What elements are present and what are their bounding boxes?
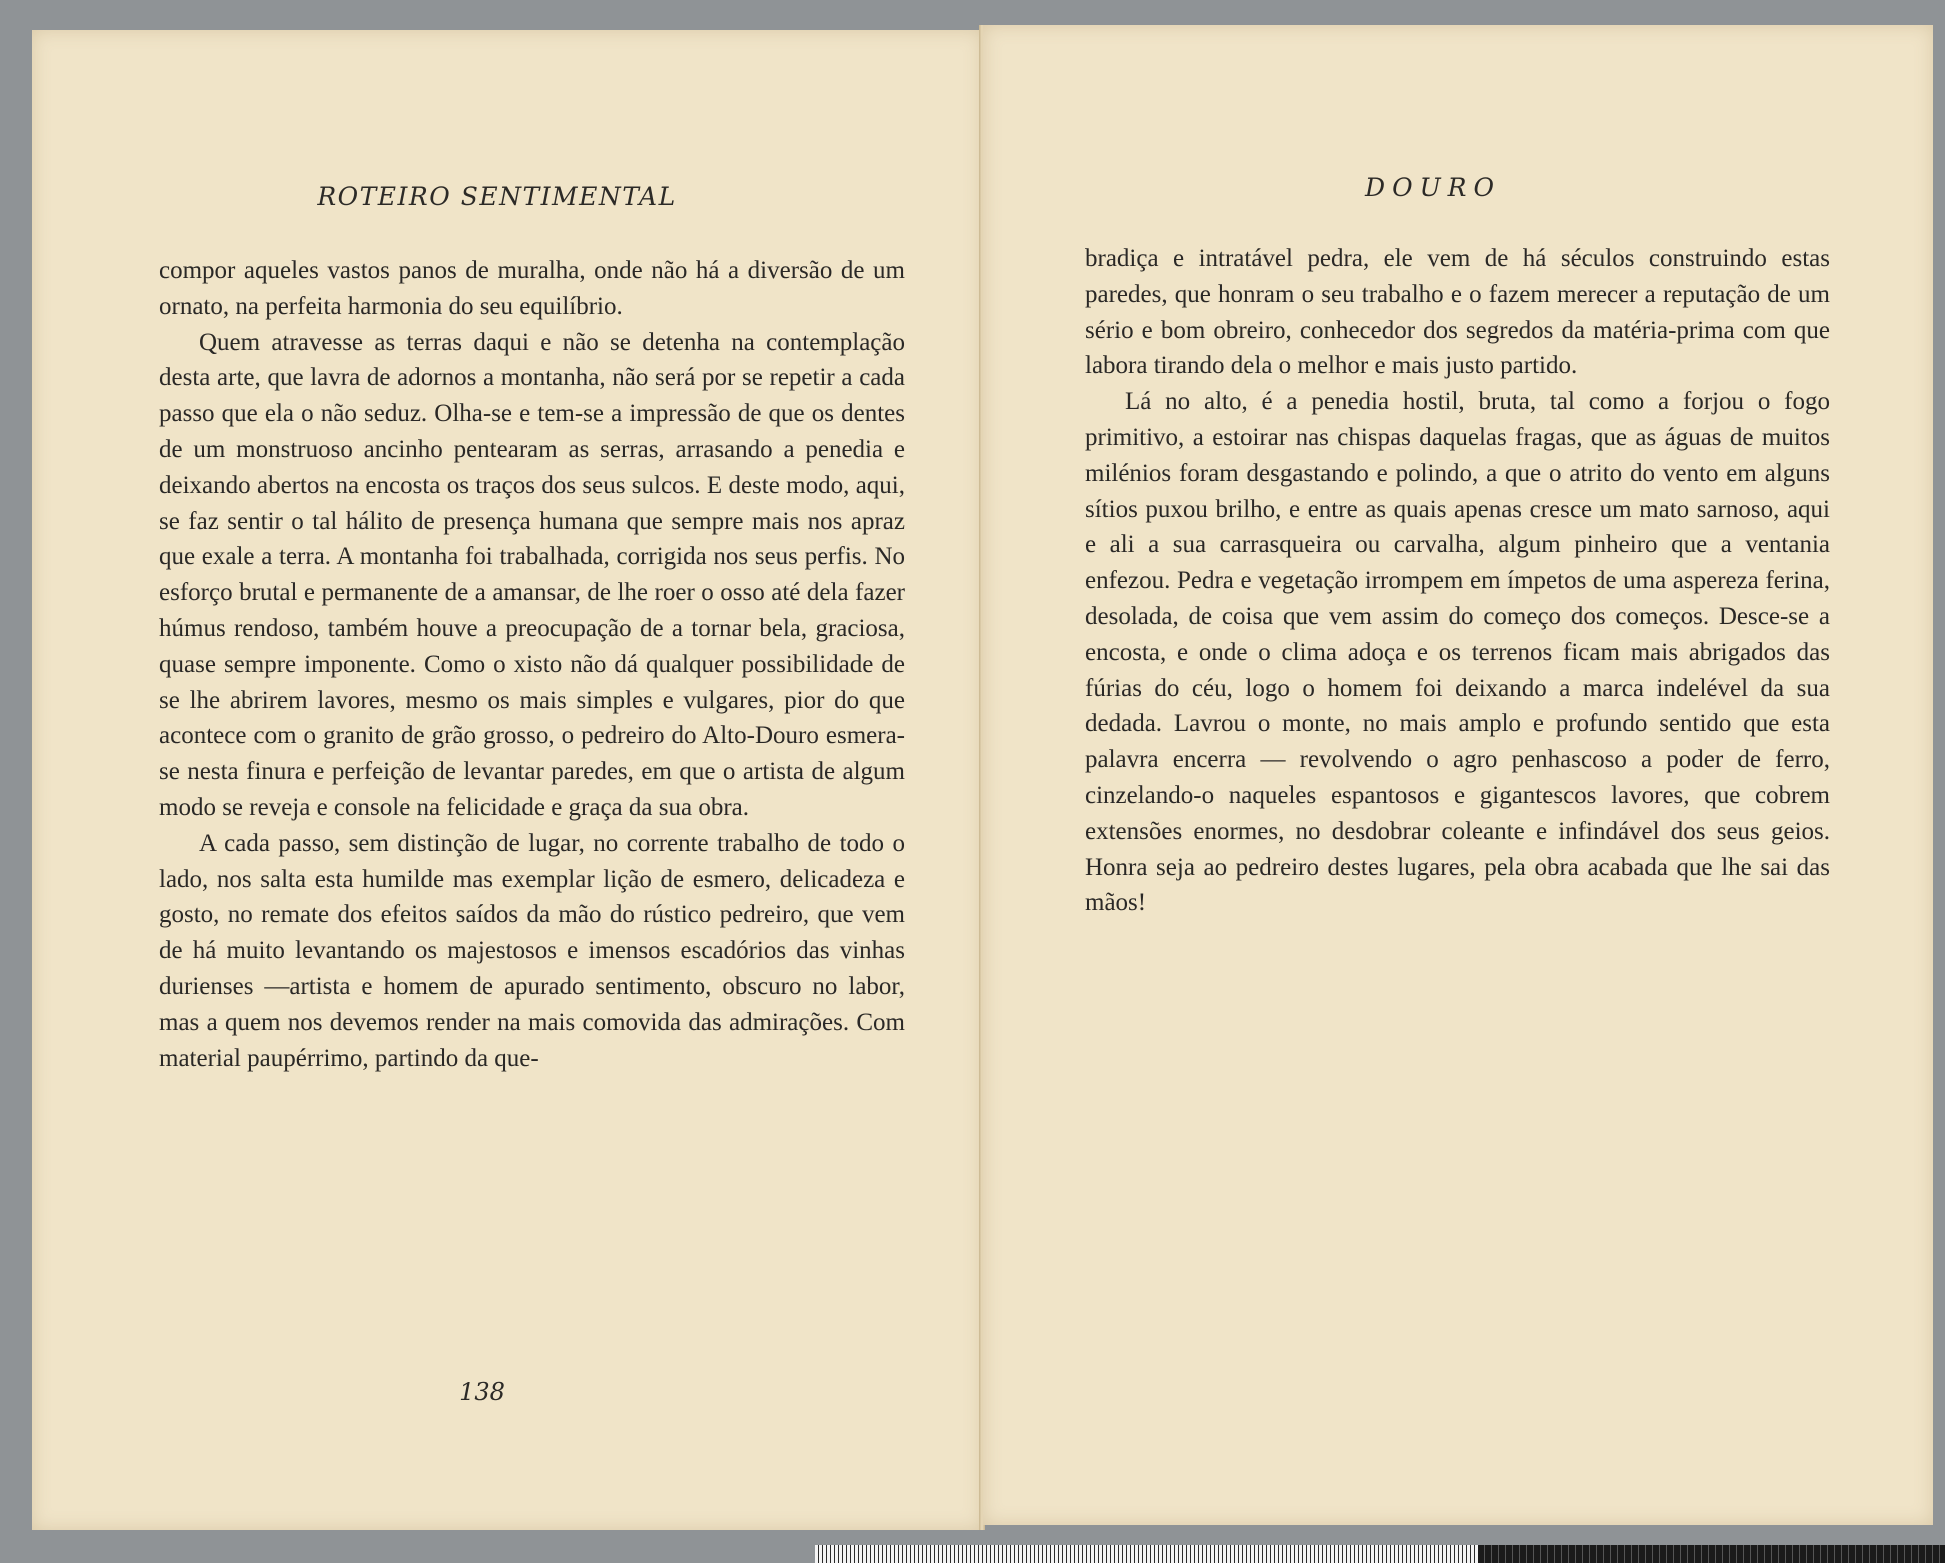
right-page [983, 25, 1933, 1525]
right-paragraph-2: Lá no alto, é a penedia hostil, bruta, tal como a forjou o fogo primitivo, a estoirar nas chispas daquelas fragas, que as águas de muitos milénios foram desgastando e polindo, a que o atrito do vento em alguns sítios puxou brilho, e entre as quais apenas cresce um mato sarnoso, aqui e ali a sua carrasqueira ou carvalha, algum pinheiro que a ventania enfezou. Pedra e vegetação irrompem em ímpetos de uma aspereza ferina, desolada, de coisa que vem assim do começo dos começos. Desce-se a encosta, e onde o clima adoça e os terrenos ficam mais abrigados das fúrias do céu, logo o homem foi deixando a marca indelével da sua dedada. Lavrou o monte, no mais amplo e profundo sentido que esta palavra encerra — revolvendo o agro penhascoso a poder de ferro, cinzelando-o naqueles espantosos e gigantescos lavores, que cobrem extensões enormes, no desdobrar coleante e infindável dos seus geios. Honra seja ao pedreiro destes lugares, pela obra acabada que lhe sai das mãos! [1085, 388, 1830, 917]
right-running-head: DOURO [1365, 173, 1501, 202]
scale-ruler-dark-segment [1478, 1545, 1945, 1563]
left-page [32, 30, 983, 1530]
left-running-head: ROTEIRO SENTIMENTAL [317, 182, 677, 211]
left-paragraph-3: A cada passo, sem distinção de lugar, no corrente trabalho de todo o lado, nos salta esta humilde mas exemplar lição de esmero, delicadeza e gosto, no remate dos efeitos saídos da mão do rústico pedreiro, que vem de há muito levantando os majestosos e imensos escadórios das vinhas durienses —artista e homem de apurado sentimento, obscuro no labor, mas a quem nos devemos render na mais comovida das admirações. Com material paupérrimo, partindo da que- [159, 829, 905, 1072]
right-paragraph-1: bradiça e intratável pedra, ele vem de há séculos construindo estas paredes, que honram o seu trabalho e o fazem merecer a reputação de um sério e bom obreiro, conhecedor dos segredos da matéria-prima com que labora tirando dela o melhor e mais justo partido. [1085, 245, 1830, 380]
left-paragraph-1: compor aqueles vastos panos de muralha, onde não há a diversão de um ornato, na perfeita harmonia do seu equilíbrio. [159, 257, 905, 320]
left-paragraph-2: Quem atravesse as terras daqui e não se detenha na contemplação desta arte, que lavra de adornos a montanha, não será por se repetir a cada passo que ela o não seduz. Olha-se e tem-se a impressão de que os dentes de um monstruoso ancinho pentearam as serras, arrasando a penedia e deixando abertos na encosta os traços dos seus sulcos. E deste modo, aqui, se faz sentir o tal hálito de presença humana que sempre mais nos apraz que exale a terra. A montanha foi trabalhada, corrigida nos seus perfis. No esforço brutal e permanente de a amansar, de lhe roer o osso até dela fazer húmus rendoso, também houve a preocupação de a tornar bela, graciosa, quase sempre imponente. Como o xisto não dá qualquer possibilidade de se lhe abrirem lavores, mesmo os mais simples e vulgares, pior do que acontece com o granito de grão grosso, o pedreiro do Alto-Douro esmera-se nesta finura e perfeição de levantar paredes, em que o artista de algum modo se reveja e console na felicidade e graça da sua obra. [159, 328, 905, 821]
left-text-block [159, 253, 905, 1076]
right-text-block [1085, 241, 1830, 921]
page-number: 138 [459, 1378, 505, 1406]
